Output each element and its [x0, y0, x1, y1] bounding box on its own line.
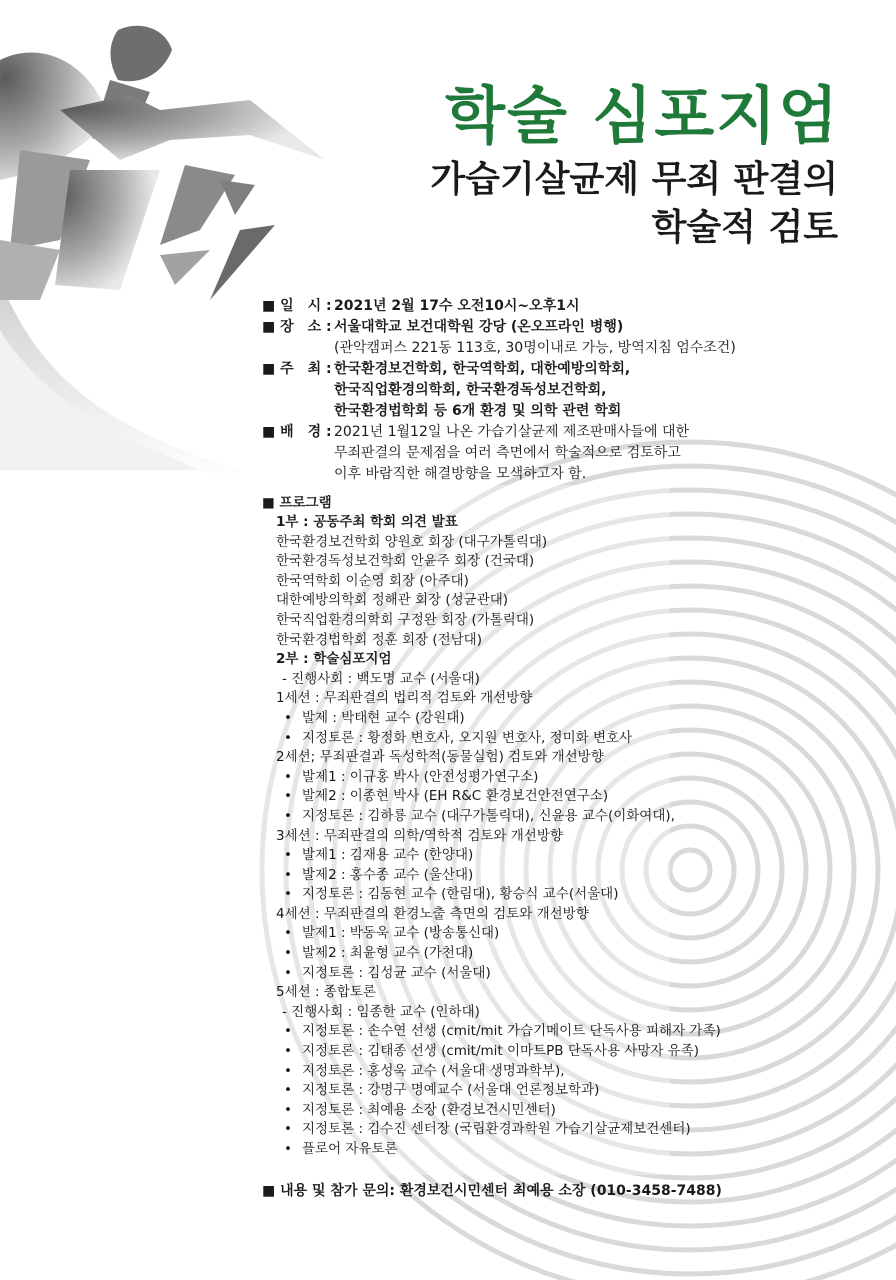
- program-item: - 진행사회 : 백도명 교수 (서울대): [282, 670, 480, 687]
- program-item: • 지정토론 : 김태종 선생 (cmit/mit 이마트PB 단독사용 사망자 유족): [276, 1042, 882, 1062]
- program-item: 2세션; 무죄판결과 독성학적(동물실험) 검토와 개선방향: [276, 749, 604, 766]
- program-item: • 지정토론 : 황정화 변호사, 오지원 변호사, 정미화 변호사: [276, 729, 882, 749]
- info-venue: [262, 317, 862, 359]
- info-value-line: 2021년 1월12일 나온 가습기살균제 제조판매사들에 대한: [334, 424, 690, 440]
- info-label: ■ 주 최 :: [262, 361, 332, 377]
- info-value-line: 이후 바람직한 해결방향을 모색하고자 함.: [334, 466, 587, 482]
- program-item: • 발제1 : 이규홍 박사 (안전성평가연구소): [276, 768, 882, 788]
- program-item: • 발제2 : 홍수종 교수 (울산대): [276, 866, 882, 886]
- program-item: 한국환경독성보건학회 안윤주 회장 (건국대): [276, 553, 535, 570]
- program-item: • 지정토론 : 홍성욱 교수 (서울대 생명과학부),: [276, 1062, 882, 1082]
- program-item: • 지정토론 : 김동현 교수 (한림대), 황승식 교수(서울대): [276, 885, 882, 905]
- program-item: 5세션 : 종합토론: [276, 984, 376, 1001]
- info-host: [262, 359, 862, 422]
- abstract-figure-graphic: [0, 26, 325, 300]
- program-item: • 발제2 : 최윤형 교수 (가천대): [276, 944, 882, 964]
- sweep-shade: [0, 280, 240, 480]
- info-value-line: 한국환경보건학회, 한국역학회, 대한예방의학회,: [334, 361, 631, 377]
- program-item: • 플로어 자유토론: [276, 1140, 882, 1160]
- info-background: [262, 422, 862, 485]
- info-label: ■ 배 경 :: [262, 424, 332, 440]
- program-item: • 발제1 : 김재용 교수 (한양대): [276, 846, 882, 866]
- program-item: 대한예방의학회 정해관 회장 (성균관대): [276, 592, 509, 609]
- program-item: • 지정토론 : 김하룡 교수 (대구가톨릭대), 신윤용 교수(이화여대),: [276, 807, 882, 827]
- program-item: 한국환경보건학회 양원호 회장 (대구가톨릭대): [276, 533, 548, 550]
- program-item: • 지정토론 : 손수연 선생 (cmit/mit 가습기메이트 단독사용 피해자 가족): [276, 1022, 882, 1042]
- program-item: • 발제 : 박태현 교수 (강원대): [276, 709, 882, 729]
- program-item: 4세션 : 무죄판결의 환경노출 측면의 검토와 개선방향: [276, 905, 589, 922]
- contact-info: ■ 내용 및 참가 문의: 환경보건시민센터 최예용 소장 (010-3458-7488): [262, 1183, 722, 1199]
- event-info: [262, 296, 862, 485]
- info-label: ■ 일 시 :: [262, 298, 332, 314]
- info-value: [334, 296, 579, 317]
- page-title: 학술 심포지엄: [445, 79, 840, 152]
- subtitle-line-2: 학술적 검토: [651, 207, 838, 248]
- info-value: [334, 422, 689, 485]
- info-value-line: (관악캠퍼스 221동 113호, 30명이내로 가능, 방역지침 엄수조건): [334, 340, 736, 356]
- info-value-line: 무죄판결의 문제점을 여러 측면에서 학술적으로 검토하고: [334, 445, 681, 461]
- page-subtitle: [430, 156, 838, 252]
- program-item: 3세션 : 무죄판결의 의학/역학적 검토와 개선방향: [276, 827, 563, 844]
- program-part-heading: 2부 : 학술심포지엄: [276, 651, 392, 668]
- program-item: • 발제1 : 박동욱 교수 (방송통신대): [276, 924, 882, 944]
- program-item: 한국환경법학회 정훈 회장 (전남대): [276, 631, 482, 648]
- program-section: [262, 493, 882, 1160]
- info-label: ■ 장 소 :: [262, 319, 332, 335]
- program-heading: ■ 프로그램: [262, 495, 332, 511]
- info-value-line: 한국환경법학회 등 6개 환경 및 의학 관련 학회: [334, 403, 622, 419]
- program-lines: [262, 513, 882, 1160]
- info-value-line: 2021년 2월 17수 오전10시~오후1시: [334, 298, 580, 314]
- info-value: [334, 317, 736, 359]
- program-item: 한국역학회 이순영 회장 (아주대): [276, 572, 469, 589]
- program-item: • 지정토론 : 강명구 명예교수 (서울대 언론정보학과): [276, 1081, 882, 1101]
- program-item: 한국직업환경의학회 구정완 회장 (가톨릭대): [276, 611, 535, 628]
- info-value-line: 서울대학교 보건대학원 강당 (온오프라인 병행): [334, 319, 624, 335]
- info-value-line: 한국직업환경의학회, 한국환경독성보건학회,: [334, 382, 607, 398]
- info-date: [262, 296, 862, 317]
- subtitle-line-1: 가습기살균제 무죄 판결의: [430, 159, 838, 200]
- program-item: • 지정토론 : 최예용 소장 (환경보건시민센터): [276, 1101, 882, 1121]
- program-item: - 진행사회 : 임종한 교수 (인하대): [282, 1003, 480, 1020]
- program-part-heading: 1부 : 공동주최 학회 의견 발표: [276, 514, 458, 530]
- program-item: • 지정토론 : 김성균 교수 (서울대): [276, 964, 882, 984]
- program-item: • 발제2 : 이종현 박사 (EH R&C 환경보건안전연구소): [276, 787, 882, 807]
- program-item: • 지정토론 : 김수진 센터장 (국립환경과학원 가습기살균제보건센터): [276, 1120, 882, 1140]
- program-item: 1세션 : 무죄판결의 법리적 검토와 개선방향: [276, 690, 533, 707]
- info-value: [334, 359, 630, 422]
